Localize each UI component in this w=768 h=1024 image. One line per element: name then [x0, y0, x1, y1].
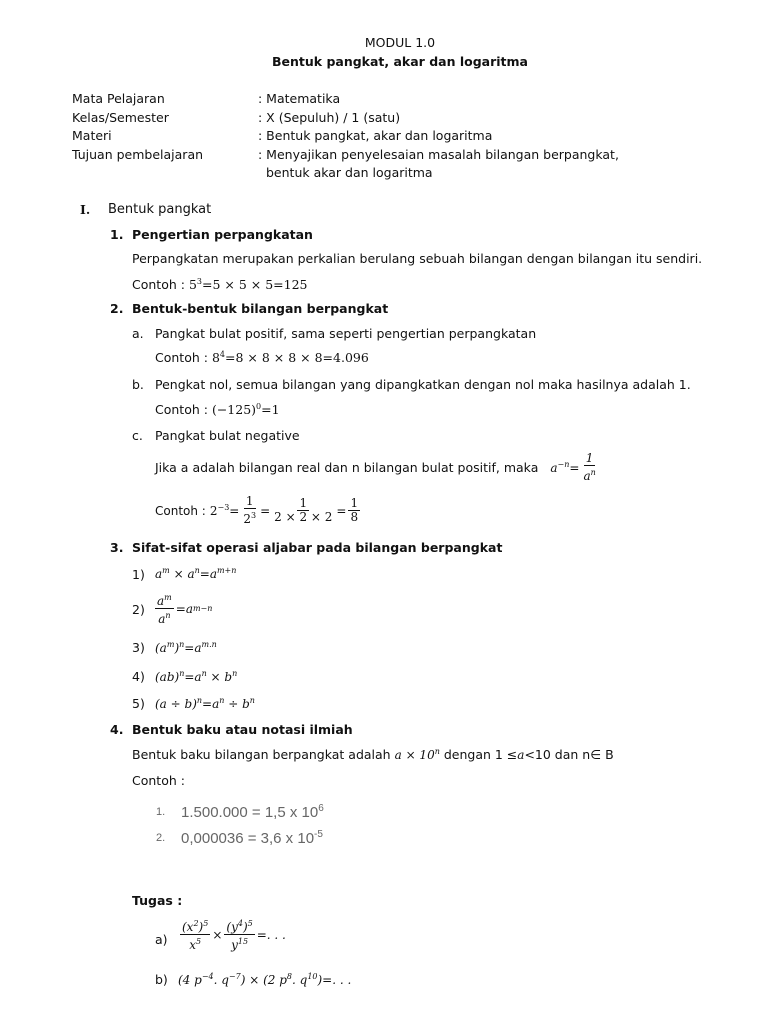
sub1-number: 1. — [110, 227, 124, 242]
info-value-goal-cont: bentuk akar dan logaritma — [266, 165, 433, 180]
property-number: 1) — [132, 567, 145, 582]
sub3-title: Sifat-sifat operasi aljabar pada bilangan berpangkat — [132, 540, 503, 555]
info-value-goal: : Menyajikan penyelesaian masalah bilangan berpangkat, — [258, 147, 619, 162]
sub1-example — [132, 277, 308, 292]
sub1-text: Perpangkatan merupakan perkalian berulang sebuah bilangan dengan bilangan itu sendiri. — [132, 251, 703, 266]
sci-example-1: 1.500.000 = 1,5 x $10^6$ — [181, 803, 324, 821]
info-value-materi: : Bentuk pangkat, akar dan logaritma — [258, 128, 493, 143]
sub2-number: 2. — [110, 301, 124, 316]
info-label-class: Kelas/Semester — [72, 110, 169, 125]
tugas-b-expression: (4 $p^{-4}$. $q^{-7}) \times (2$ $p^8$. $q^{10})=$. . . — [178, 972, 352, 987]
example-number: 1. — [156, 806, 166, 818]
sub2-b-letter: b. — [132, 377, 144, 392]
property-number: 4) — [132, 669, 145, 684]
sub2-c-text: Pangkat bulat negative — [155, 428, 300, 443]
info-value-subject: : Matematika — [258, 91, 341, 106]
sub2-title: Bentuk-bentuk bilangan berpangkat — [132, 301, 389, 316]
sub2-a-example: Contoh : $8^4=8 \times 8 \times 8 \times 8=4.096$ — [155, 350, 369, 366]
property-1: $a^m \times a^n=a^{m+n}$ — [155, 566, 237, 581]
info-label-goal: Tujuan pembelajaran — [72, 147, 204, 162]
property-number: 2) — [132, 602, 145, 617]
sci-example-2: 0,000036 = 3,6 x $10^{-5}$ — [181, 829, 323, 847]
rule-fraction: $\frac{1}{a^n}$ — [583, 451, 596, 483]
sub4-example-label: Contoh : — [132, 773, 185, 788]
example-label: Contoh : — [132, 277, 185, 293]
tugas-title: Tugas : — [132, 893, 183, 908]
sub2-b-text: Pengkat nol, semua bilangan yang dipangkatkan dengan nol maka hasilnya adalah 1. — [155, 377, 691, 392]
sub3-number: 3. — [110, 540, 124, 555]
property-2: $\frac{a^m}{a^n}$ = a m−n — [157, 593, 213, 626]
negative-exponent-example: Contoh : $2^{-3}=$ $\frac{1}{2^3}$ = $\frac{1}{2 \times 2 \times 2}$ = $\frac{1}{8}$ — [155, 494, 359, 526]
example-number: 2. — [156, 832, 166, 844]
info-value-class: : X (Sepuluh) / 1 (satu) — [258, 110, 401, 125]
property-number: 3) — [132, 640, 145, 655]
sub2-a-text: Pangkat bulat positif, sama seperti pengertian perpangkatan — [155, 326, 537, 341]
property-5: $(a \div b)^n=a^n \div b^n$ — [155, 696, 255, 711]
section-title: Bentuk pangkat — [108, 202, 212, 217]
info-label-materi: Materi — [72, 128, 112, 143]
module-number: MODUL 1.0 — [364, 35, 436, 50]
sub1-title: Pengertian perpangkatan — [132, 227, 313, 242]
info-label-subject: Mata Pelajaran — [72, 91, 165, 106]
sub4-title: Bentuk baku atau notasi ilmiah — [132, 722, 353, 737]
sub2-c-letter: c. — [132, 428, 143, 443]
property-3: $(a^m)^n=a^{m.n}$ — [155, 640, 217, 655]
sub4-text: Bentuk baku bilangan berpangkat adalah $a \times 10^n$ dengan 1 ≤a<10 dan n∈ B — [132, 747, 614, 762]
negative-exponent-rule: Jika a adalah bilangan real dan n bilangan bulat positif, maka $a^{-n}=$ $\frac{1}{a^n}$ — [155, 451, 596, 483]
property-number: 5) — [132, 696, 145, 711]
module-title: Bentuk pangkat, akar dan logaritma — [272, 54, 528, 69]
tugas-b-label: b) — [155, 972, 168, 987]
tugas-a-label: a) — [155, 932, 168, 947]
tugas-a-expression: $\frac{(x^2)^5}{x^5}$ × $\frac{(y^4)^5}{y^{15}}$ =. . . — [182, 919, 286, 952]
sub4-number: 4. — [110, 722, 124, 737]
sub2-a-letter: a. — [132, 326, 144, 341]
sub2-b-example: Contoh : $(-125)^0=1$ — [155, 402, 280, 418]
property-4: $(ab)^n=a^n \times b^n$ — [155, 669, 238, 684]
example-expression: $5^3=5 \times 5 \times 5=125$ — [188, 277, 308, 293]
section-number: I. — [80, 202, 91, 217]
